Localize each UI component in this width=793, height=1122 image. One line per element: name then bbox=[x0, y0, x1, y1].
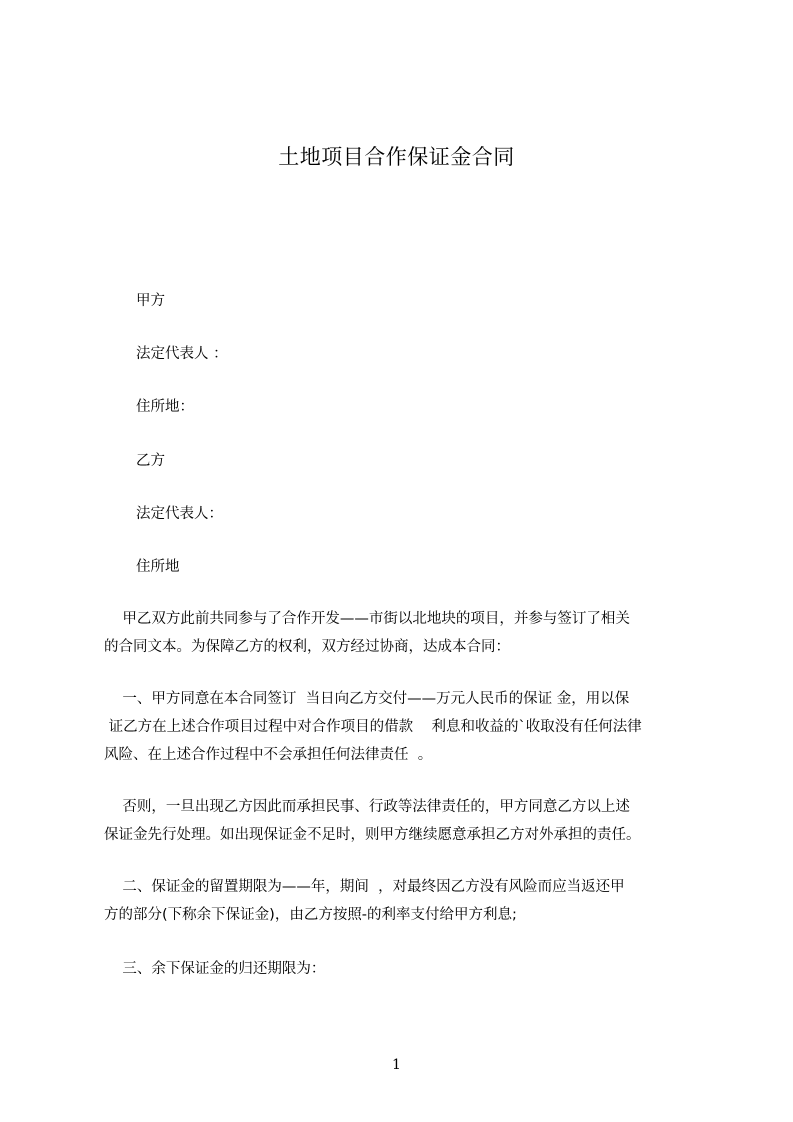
paragraph-preamble bbox=[104, 605, 704, 661]
paragraph-clause-1 bbox=[104, 685, 704, 769]
party-a-address-label: 住所地： bbox=[136, 399, 194, 415]
paragraph-line: 风险、在上述合作过程中不会承担任何法律责任 。 bbox=[104, 747, 433, 763]
paragraph-line: 二、保证金的留置期限为——年，期间 ，对最终因乙方没有风险而应当返还甲 bbox=[104, 879, 625, 895]
document-title: 土地项目合作保证金合同 bbox=[278, 145, 515, 169]
paragraph-line: 甲乙双方此前共同参与了合作开发——市街以北地块的项目，并参与签订了相关 bbox=[104, 611, 630, 627]
paragraph-line: 方的部分(下称余下保证金)，由乙方按照-的利率支付给甲方利息; bbox=[104, 907, 517, 923]
party-a-representative-label: 法定代表人 ： bbox=[136, 346, 228, 362]
party-b-address-label: 住所地 bbox=[136, 559, 180, 575]
paragraph-clause-3 bbox=[104, 955, 704, 983]
party-b-label: 乙方 bbox=[136, 453, 165, 469]
paragraph-line: 三、余下保证金的归还期限为： bbox=[104, 961, 326, 977]
paragraph-clause-1-otherwise bbox=[104, 793, 704, 849]
paragraph-line: 一、甲方同意在本合同签订 当日向乙方交付——万元人民币的保证 金，用以保 bbox=[104, 691, 630, 707]
paragraph-line: 证乙方在上述合作项目过程中对合作项目的借款 利息和收益的`收取没有任何法律 bbox=[104, 719, 642, 735]
party-a-label: 甲方 bbox=[136, 293, 165, 309]
paragraph-line: 否则，一旦出现乙方因此而承担民事、行政等法律责任的，甲方同意乙方以上述 bbox=[104, 799, 630, 815]
page-number: 1 bbox=[392, 1057, 401, 1073]
paragraph-clause-2 bbox=[104, 873, 704, 929]
paragraph-line: 保证金先行处理。如出现保证金不足时，则甲方继续愿意承担乙方对外承担的责任。 bbox=[104, 827, 641, 843]
party-b-representative-label: 法定代表人： bbox=[136, 506, 223, 522]
paragraph-line: 的合同文本。为保障乙方的权利，双方经过协商，达成本合同： bbox=[104, 639, 510, 655]
